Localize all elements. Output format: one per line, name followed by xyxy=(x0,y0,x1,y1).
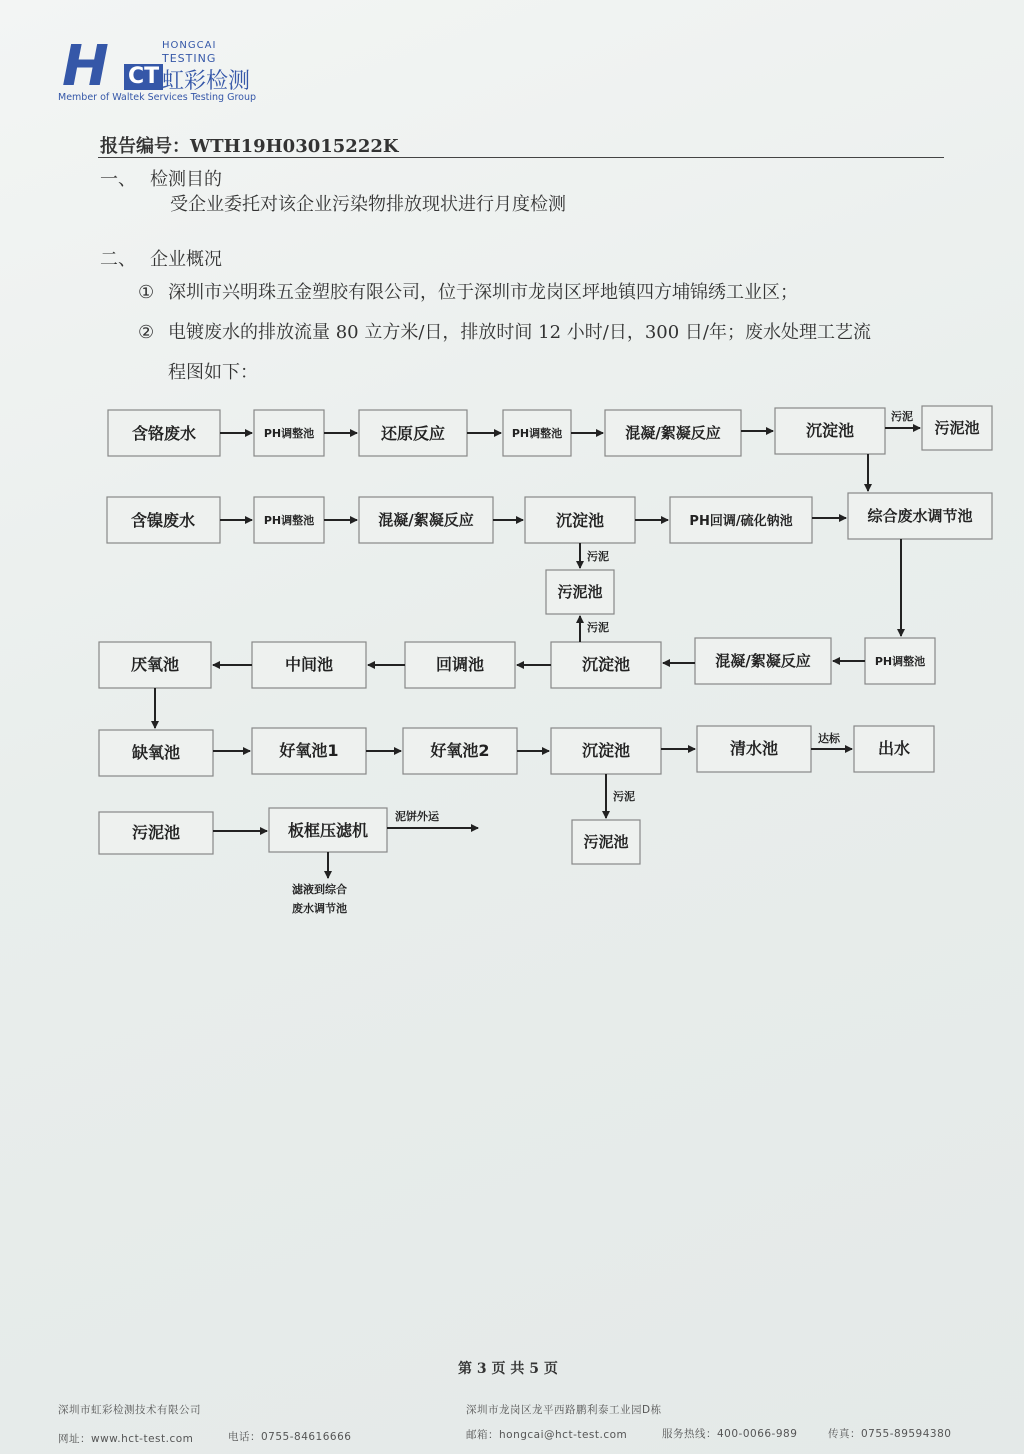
box-clear-water xyxy=(697,726,811,772)
svg-text:板框压滤机: 板框压滤机 xyxy=(287,821,369,840)
box-anaerobic xyxy=(99,642,211,688)
box-outlet xyxy=(854,726,934,772)
logo-cn: 虹彩检测 xyxy=(162,69,251,94)
box-sludge-3 xyxy=(99,812,213,854)
svg-text:污泥池: 污泥池 xyxy=(557,583,603,601)
footer-phone: 电话：0755-84616666 xyxy=(228,1431,352,1443)
svg-text:还原反应: 还原反应 xyxy=(380,424,446,443)
svg-text:含铬废水: 含铬废水 xyxy=(131,424,197,443)
box-sludge-2 xyxy=(546,570,614,614)
box-intermediate xyxy=(252,642,366,688)
box-coagulation-3 xyxy=(695,638,831,684)
item-1-marker: ① xyxy=(138,282,155,303)
label-sludge-b: 污泥 xyxy=(587,550,609,563)
section-2-title: 企业概况 xyxy=(150,249,222,270)
svg-text:混凝/絮凝反应: 混凝/絮凝反应 xyxy=(715,652,811,670)
box-sludge-4 xyxy=(572,820,640,864)
box-anoxic xyxy=(99,730,213,776)
svg-text:沉淀池: 沉淀池 xyxy=(581,655,631,674)
item-2-marker: ② xyxy=(138,322,155,343)
page-number: 第 3 页 共 5 页 xyxy=(458,1361,558,1377)
logo-ct: CT xyxy=(124,64,163,90)
section-1-number: 一、 xyxy=(100,169,136,190)
footer-address: 深圳市龙岗区龙平西路鹏利泰工业园D栋 xyxy=(466,1404,662,1416)
box-coagulation-1 xyxy=(605,410,741,456)
item-2-text-line2: 程图如下： xyxy=(168,362,258,383)
logo-en-line2: TESTING xyxy=(162,52,217,65)
svg-text:污泥池: 污泥池 xyxy=(131,823,181,842)
svg-text:污泥池: 污泥池 xyxy=(583,833,629,851)
label-filtrate-line2: 废水调节池 xyxy=(292,902,347,915)
box-ni-wastewater xyxy=(107,497,220,543)
box-ph-adjust-3 xyxy=(254,497,324,543)
box-ph-adjust-4 xyxy=(865,638,935,684)
box-ph-adjust-1 xyxy=(254,410,324,456)
svg-text:污泥池: 污泥池 xyxy=(934,419,980,437)
footer-website: 网址：www.hct-test.com xyxy=(58,1433,194,1445)
svg-text:PH调整池: PH调整池 xyxy=(511,427,563,440)
svg-text:含镍废水: 含镍废水 xyxy=(130,511,196,530)
label-sludge-a: 污泥 xyxy=(891,410,913,423)
svg-text:PH调整池: PH调整池 xyxy=(263,514,315,527)
box-combined-equalization xyxy=(848,493,992,539)
label-sludge-c: 污泥 xyxy=(587,621,609,634)
section-1-body: 受企业委托对该企业污染物排放现状进行月度检测 xyxy=(170,194,566,215)
box-coagulation-2 xyxy=(359,497,493,543)
box-settling-1 xyxy=(775,408,885,454)
svg-text:PH回调/硫化钠池: PH回调/硫化钠池 xyxy=(689,514,793,529)
svg-text:PH调整池: PH调整池 xyxy=(874,655,926,668)
svg-text:综合废水调节池: 综合废水调节池 xyxy=(867,507,973,525)
section-2-number: 二、 xyxy=(100,249,136,270)
svg-text:出水: 出水 xyxy=(877,739,911,758)
svg-text:混凝/絮凝反应: 混凝/絮凝反应 xyxy=(378,511,474,529)
svg-text:沉淀池: 沉淀池 xyxy=(805,421,855,440)
svg-text:混凝/絮凝反应: 混凝/絮凝反应 xyxy=(625,424,721,442)
box-sludge-1 xyxy=(922,406,992,450)
footer-email: 邮箱：hongcai@hct-test.com xyxy=(466,1429,628,1441)
box-aerobic-1 xyxy=(252,728,366,774)
report-number: 报告编号：WTH19H03015222K xyxy=(100,136,399,157)
footer-hotline: 服务热线：400-0066-989 xyxy=(662,1428,798,1440)
box-settling-4 xyxy=(551,728,661,774)
item-1-text: 深圳市兴明珠五金塑胶有限公司，位于深圳市龙岗区坪地镇四方埔锦绣工业区； xyxy=(168,282,798,303)
logo-mark: H xyxy=(62,34,105,99)
box-adjust xyxy=(405,642,515,688)
svg-text:好氧池1: 好氧池1 xyxy=(279,741,339,760)
svg-text:回调池: 回调池 xyxy=(435,655,485,674)
svg-text:中间池: 中间池 xyxy=(284,655,334,674)
label-compliant: 达标 xyxy=(818,732,840,745)
svg-text:好氧池2: 好氧池2 xyxy=(430,741,490,760)
label-cake-out: 泥饼外运 xyxy=(395,810,439,823)
box-ph-adjust-2 xyxy=(503,410,571,456)
svg-text:缺氧池: 缺氧池 xyxy=(131,743,181,762)
footer-company: 深圳市虹彩检测技术有限公司 xyxy=(58,1404,201,1416)
svg-text:沉淀池: 沉淀池 xyxy=(581,741,631,760)
svg-text:清水池: 清水池 xyxy=(729,739,779,758)
box-ph-sulfide xyxy=(670,497,812,543)
section-1-title: 检测目的 xyxy=(150,169,222,190)
box-settling-2 xyxy=(525,497,635,543)
svg-text:厌氧池: 厌氧池 xyxy=(130,655,180,674)
svg-text:沉淀池: 沉淀池 xyxy=(555,511,605,530)
label-sludge-d: 污泥 xyxy=(613,790,635,803)
box-cr-wastewater xyxy=(108,410,220,456)
item-2-text-line1: 电镀废水的排放流量 80 立方米/日，排放时间 12 小时/日，300 日/年；废水处理工艺流 xyxy=(168,322,871,343)
svg-text:PH调整池: PH调整池 xyxy=(263,427,315,440)
footer-fax: 传真：0755-89594380 xyxy=(828,1428,952,1440)
box-aerobic-2 xyxy=(403,728,517,774)
logo-en-line1: HONGCAI xyxy=(162,40,217,51)
box-settling-3 xyxy=(551,642,661,688)
box-filter-press xyxy=(269,808,387,852)
logo-member-text: Member of Waltek Services Testing Group xyxy=(58,92,257,103)
box-reduction xyxy=(359,410,467,456)
label-filtrate-line1: 滤液到综合 xyxy=(292,883,347,896)
